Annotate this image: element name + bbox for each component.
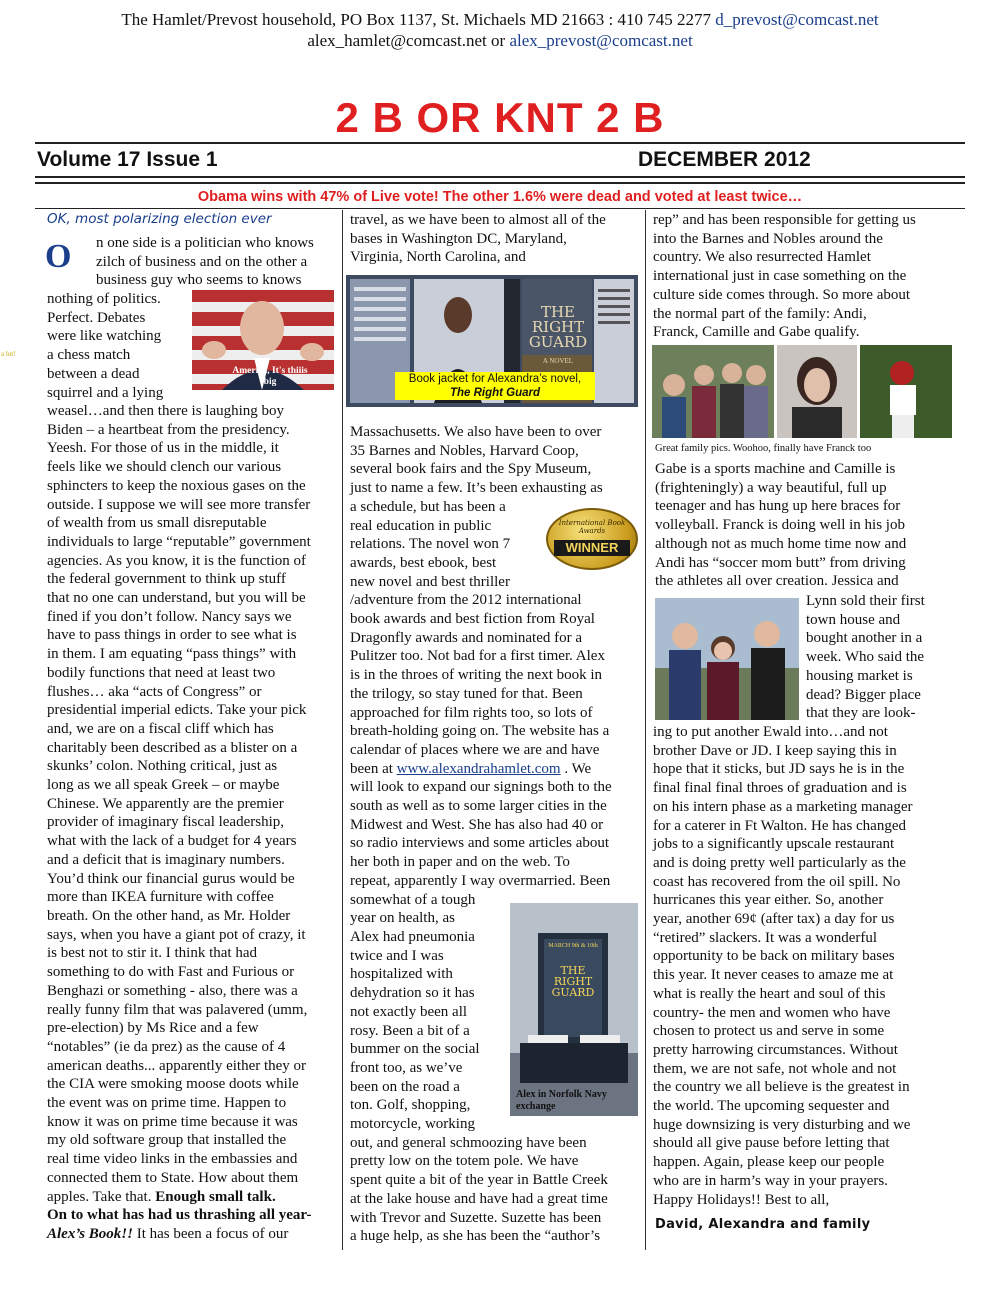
text-line: n one side is a politician who knows xyxy=(96,235,314,251)
text-line: the athletes all over creation. Jessica and xyxy=(655,573,899,590)
column1-heading: OK, most polarizing election ever xyxy=(47,211,272,227)
text-line: volleyball. Franck is doing well in his job xyxy=(655,517,905,534)
text-line: Massachusetts. We also have been to over xyxy=(350,424,602,440)
text-line: more than IKEA furniture with coffee xyxy=(47,889,274,906)
text-line: dead? Bigger place xyxy=(806,686,921,703)
divider xyxy=(35,208,965,209)
text-line: bummer on the social xyxy=(350,1041,480,1058)
text-line: feels like we should clench our various xyxy=(47,459,282,476)
text-line: huge downsizing is very disturbing and we xyxy=(653,1116,911,1133)
family-photos xyxy=(652,345,952,438)
text-line: Pulitzer too. Not bad for a first timer. Alex xyxy=(350,648,605,665)
poster-title: THE RIGHT GUARD xyxy=(551,964,595,999)
text-line: them, we are not safe, not whole and not xyxy=(653,1060,897,1077)
text-line: something to do with Fast and Furious or xyxy=(47,964,295,981)
text-line: repeat, apparently I way overmarried. Been xyxy=(350,872,611,889)
text-line: Benghazi or something - also, there was a xyxy=(47,982,298,999)
text-line: know it was on prime time because it was xyxy=(47,1113,298,1130)
text-line: coast has recovered from the oil spill. No xyxy=(653,873,901,890)
text-line: the CIA were smoking moose doots while xyxy=(47,1076,299,1093)
text-line: agencies. As you know, it is the function of xyxy=(47,552,306,569)
email-link[interactable]: alex_prevost@comcast.net xyxy=(509,31,693,50)
text-line: On to what has had us thrashing all year- xyxy=(47,1207,312,1224)
contact-line-2: alex_hamlet@comcast.net or alex_prevost@comcast.net xyxy=(307,31,693,50)
text-line: says, when you have a giant pot of crazy, it xyxy=(47,926,306,943)
text-line: the normal part of the family: Andi, xyxy=(653,305,867,322)
text-line: sphincters to keep the noxious gases on the xyxy=(47,477,306,494)
text-line: pretty harrowing circumstances. Without xyxy=(653,1041,898,1058)
column1-wrap xyxy=(47,290,193,402)
text-line: bases in Washington DC, Maryland, xyxy=(350,230,567,247)
signing-caption: Alex in Norfolk Navy exchange xyxy=(516,1089,607,1112)
text-line: year on health, as xyxy=(350,910,455,927)
text-line: somewhat of a tough xyxy=(350,891,476,908)
text-line: Biden – a heartbeat from the presidency. xyxy=(47,421,290,438)
text-line: so radio interviews and some articles about xyxy=(350,835,610,852)
book-cover-title: THE RIGHT GUARD xyxy=(528,303,588,351)
text-line: Perfect. Debates xyxy=(47,309,146,326)
text-line: the world. The upcoming sequester and xyxy=(653,1098,890,1115)
text-line: Virginia, North Carolina, and xyxy=(350,249,526,266)
text-line: although not as much home time now and xyxy=(655,535,907,552)
text-line: book awards and best fiction from Royal xyxy=(350,611,595,628)
text-line: not exactly been all xyxy=(350,1003,468,1020)
text-line: Yeesh. For those of us in the middle, it xyxy=(47,440,279,457)
text-line: ing to put another Ewald into…and not xyxy=(653,724,888,740)
text-line: final final final throes of graduation and is xyxy=(653,780,907,797)
photo-caption: America, It's thiiis big xyxy=(232,366,308,387)
award-top-text: International Book Awards xyxy=(558,519,626,535)
text-line: Happy Holidays!! Best to all, xyxy=(653,1191,830,1208)
text-line: approached for film rights too, so lots of xyxy=(350,704,593,721)
text-line: the federal government to think up stuff xyxy=(47,571,286,588)
text-line: should all give pause before letting that xyxy=(653,1135,890,1152)
text-line: town house and xyxy=(806,611,901,628)
text-line: have to pass things in order to see what is xyxy=(47,627,297,644)
text-line: relations. The novel won 7 xyxy=(350,536,511,553)
text-line: the country we all believe is the greatest in xyxy=(653,1079,910,1096)
text-line: new novel and best thriller xyxy=(350,573,510,590)
website-link[interactable]: www.alexandrahamlet.com xyxy=(396,760,561,777)
text-line: year, another 69¢ (after tax) a day for us xyxy=(653,911,895,928)
text-line: long as we all speak Greek – or maybe xyxy=(47,777,280,794)
contact-line-1: The Hamlet/Prevost household, PO Box 1137, St. Michaels MD 21663 : 410 745 2277 d_prevost@comcast.net xyxy=(121,10,879,29)
column-divider xyxy=(342,210,343,1250)
book-caption: Book jacket for Alexandra’s novel, The Right Guard xyxy=(395,372,595,400)
text-line: weasel…and then there is laughing boy xyxy=(47,403,285,419)
text-line: teenager and has hung up here braces for xyxy=(655,498,901,515)
text-line: front too, as we’ve xyxy=(350,1059,463,1076)
text-line: really funny film that was palavered (umm, xyxy=(47,1001,308,1018)
text-line: the event was on prime time. Happen to xyxy=(47,1095,287,1112)
emphasis-text: Enough small talk. xyxy=(155,1188,276,1205)
text-line: Alex’s Book!! It has been a focus of our xyxy=(47,1225,289,1242)
text-line: international just in case something on the xyxy=(653,268,907,285)
award-main-text: WINNER xyxy=(554,540,630,556)
text-line: 35 Barnes and Nobles, Harvard Coop, xyxy=(350,442,579,459)
text-line: a chess match xyxy=(47,347,131,364)
text-line: hurricanes this year either. So, another xyxy=(653,892,884,909)
text-line: been on the road a xyxy=(350,1078,460,1095)
text-line: Chinese. We apparently are the premier xyxy=(47,795,284,812)
text-line: Lynn sold their first xyxy=(806,593,925,609)
text-line: Dragonfly awards and nominated for a xyxy=(350,629,583,646)
text-line: twice and I was xyxy=(350,947,444,964)
column3-top xyxy=(653,211,953,342)
text-line: and a deficit that is imaginary numbers. xyxy=(47,851,285,868)
text-line: culture side comes through. So more about xyxy=(653,286,911,303)
text-line: business guy who seems to knows xyxy=(96,272,302,289)
text-line: pre-election) by Ms Rice and a few xyxy=(47,1020,259,1037)
text-line: (frighteningly) a way beautiful, full up xyxy=(655,479,887,496)
text-line: is best not to stir it. I think that had xyxy=(47,945,257,962)
text-line: out, and general schmoozing have been xyxy=(350,1134,587,1151)
text-line: skunks’ colon. Nothing critical, just as xyxy=(47,758,278,775)
text-line: brother Dave or JD. I keep saying this in xyxy=(653,742,897,759)
couple-photo xyxy=(655,598,799,720)
family-caption: Great family pics. Woohoo, finally have Franck too xyxy=(655,443,872,454)
text-line: Alex had pneumonia xyxy=(350,928,475,945)
text-line: squirrel and a lying xyxy=(47,384,164,401)
text-line: dehydration so it has xyxy=(350,985,475,1002)
text-line: hospitalized with xyxy=(350,966,453,983)
text-line: american deaths... apparently either they or xyxy=(47,1057,307,1074)
text-line: at the lake house and have had a great time xyxy=(350,1190,608,1207)
email-link[interactable]: d_prevost@comcast.net xyxy=(715,10,879,29)
text-line: individuals to large “reputable” government xyxy=(47,533,311,550)
text-line: will look to expand our signings both to the xyxy=(350,779,612,796)
text-line: and, we are on a fiscal cliff which has xyxy=(47,720,274,737)
text-line: rosy. Been a bit of a xyxy=(350,1022,470,1039)
text-line: zilch of business and on the other a xyxy=(96,253,308,270)
text-line: and is doing pretty well particularly as the xyxy=(653,854,906,871)
issue-date: DECEMBER 2012 xyxy=(638,148,811,171)
text-line: is in the throes of writing the next book in xyxy=(350,667,603,684)
text-line: that no one can understand, but you will be xyxy=(47,590,306,607)
text-line: motorcycle, working xyxy=(350,1116,475,1133)
text-line: south as well as to some larger cities in the xyxy=(350,798,607,815)
text-line: “retired” slackers. It was a wonderful xyxy=(653,929,878,946)
text-line: this year. It never ceases to amaze me at xyxy=(653,967,894,984)
text-line: bodily functions that need at least two xyxy=(47,664,276,681)
text-line: breath. On the other hand, as Mr. Holder xyxy=(47,907,291,924)
text-line: the trilogy, so stay tuned for that. Been xyxy=(350,685,583,702)
text-line: hope that it sticks, but JD says he is in the xyxy=(653,761,905,778)
column1-body xyxy=(47,402,342,1244)
award-seal-icon xyxy=(546,508,638,570)
signing-illustration xyxy=(510,903,638,1116)
column3-beside xyxy=(806,592,956,723)
book-cover-sub: A NOVEL xyxy=(542,357,574,365)
text-line: jobs to a significantly upscale restaurant xyxy=(653,836,895,853)
text-line: Gabe is a sports machine and Camille is xyxy=(655,461,896,477)
text-line: country- the men and women who have xyxy=(653,1004,891,1021)
poster-top: MARCH 9th & 10th xyxy=(548,943,598,949)
text-line: just to name a few. It’s been exhausting as xyxy=(350,480,603,497)
text-line: outside. I suppose we will see more transfer xyxy=(47,496,311,513)
volume-bar xyxy=(35,142,965,174)
family-photos-illustration xyxy=(652,345,952,438)
text-line: a schedule, but has been a xyxy=(350,498,506,515)
text-line: calendar of places where we are and have xyxy=(350,741,600,758)
text-line: of wealth from us small disreputable xyxy=(47,515,267,532)
text-line: apples. Take that. Enough small talk. xyxy=(47,1188,276,1205)
text-line: Franck, Camille and Gabe qualify. xyxy=(653,324,860,341)
text-line: with Trevor and Suzette. Suzette has been xyxy=(350,1209,602,1226)
text-line: between a dead xyxy=(47,365,140,382)
text-line: real education in public xyxy=(350,517,492,534)
text-line: week. Who said the xyxy=(806,649,925,666)
text-line: on his intern phase as a marketing manager xyxy=(653,798,913,815)
newsletter-title: 2 B OR KNT 2 B xyxy=(335,94,665,141)
text-line: Andi has “soccer mom butt” from driving xyxy=(655,554,906,571)
text-line: “notables” (ie da prez) as the cause of 4 xyxy=(47,1038,286,1055)
text-line: fined if you don’t follow. Nancy says we xyxy=(47,608,292,625)
text-line: a huge help, as she has been the “author’s xyxy=(350,1228,601,1245)
text-line: presidential imperial edicts. Take your pick xyxy=(47,702,307,719)
text-line: provider of imaginary fiscal leadership, xyxy=(47,814,284,831)
text-line: several book fairs and the Spy Museum, xyxy=(350,461,592,478)
text-line: for a caterer in Ft Walton. He has changed xyxy=(653,817,907,834)
drop-cap: O xyxy=(45,238,72,275)
text-line: /adventure from the 2012 international xyxy=(350,592,582,609)
text-line: my old software group that installed the xyxy=(47,1132,287,1149)
text-line: that they are look- xyxy=(806,705,916,722)
text-line: connected them to State. How about them xyxy=(47,1169,299,1186)
column3-body xyxy=(653,723,953,1209)
column-divider xyxy=(645,210,646,1250)
text-line: housing market is xyxy=(806,667,913,684)
text-line: awards, best ebook, best xyxy=(350,554,497,571)
text-line: Midwest and West. She has also had 40 or xyxy=(350,816,604,833)
column3-mid xyxy=(655,460,955,591)
text-line: what with the lack of a budget for 4 years xyxy=(47,833,297,850)
headline: Obama wins with 47% of Live vote! The other 1.6% were dead and voted at least twice… xyxy=(197,189,803,205)
text-line: who are in harm’s way in your prayers. xyxy=(653,1172,888,1189)
emphasis-text: Alex’s Book!! xyxy=(47,1225,133,1242)
text-line: opportunity to be back on military bases xyxy=(653,948,895,965)
text-line: travel, as we have been to almost all of the xyxy=(350,212,606,228)
text-line: in them. I am equating “pass things” with xyxy=(47,646,297,663)
divider xyxy=(35,176,965,178)
text-line: pretty low on the totem pole. We have xyxy=(350,1153,579,1170)
signature: David, Alexandra and family xyxy=(655,1217,871,1232)
column2-top xyxy=(350,211,645,267)
margin-note: a lot! xyxy=(1,350,16,358)
text-line: nothing of politics. xyxy=(47,291,161,307)
text-line: You’d think our financial gurus would be xyxy=(47,870,295,887)
text-line: breath-holding going on. The website has a xyxy=(350,723,610,740)
text-line: her both in paper and on the web. To xyxy=(350,854,570,871)
text-line: flushes… aka “acts of Congress” or xyxy=(47,683,262,700)
text-line: spent quite a bit of the year in Battle Creek xyxy=(350,1172,608,1189)
text-line: country. We also resurrected Hamlet xyxy=(653,249,871,266)
text-line: charitably been described as a blister on a xyxy=(47,739,298,756)
text-line: chosen to protect us and serve in some xyxy=(653,1023,885,1040)
text-line: rep” and has been responsible for getting us xyxy=(653,212,916,228)
text-line: been at www.alexandrahamlet.com . We xyxy=(350,760,592,777)
text-line: real time video links in the embassies and xyxy=(47,1151,298,1168)
signing-photo xyxy=(510,903,638,1116)
column1-intro xyxy=(96,234,342,290)
text-line: bought another in a xyxy=(806,630,923,647)
couple-illustration xyxy=(655,598,799,720)
text-line: were like watching xyxy=(47,328,162,345)
volume-issue: Volume 17 Issue 1 xyxy=(37,148,218,171)
divider xyxy=(35,182,965,184)
email-link[interactable]: alex_hamlet@comcast.net xyxy=(307,31,487,50)
text-line: ton. Golf, shopping, xyxy=(350,1097,471,1114)
text-line: what is really the heart and soul of this xyxy=(653,985,886,1002)
text-line: happen. Again, please keep our people xyxy=(653,1154,885,1171)
text-line: into the Barnes and Nobles around the xyxy=(653,230,883,247)
